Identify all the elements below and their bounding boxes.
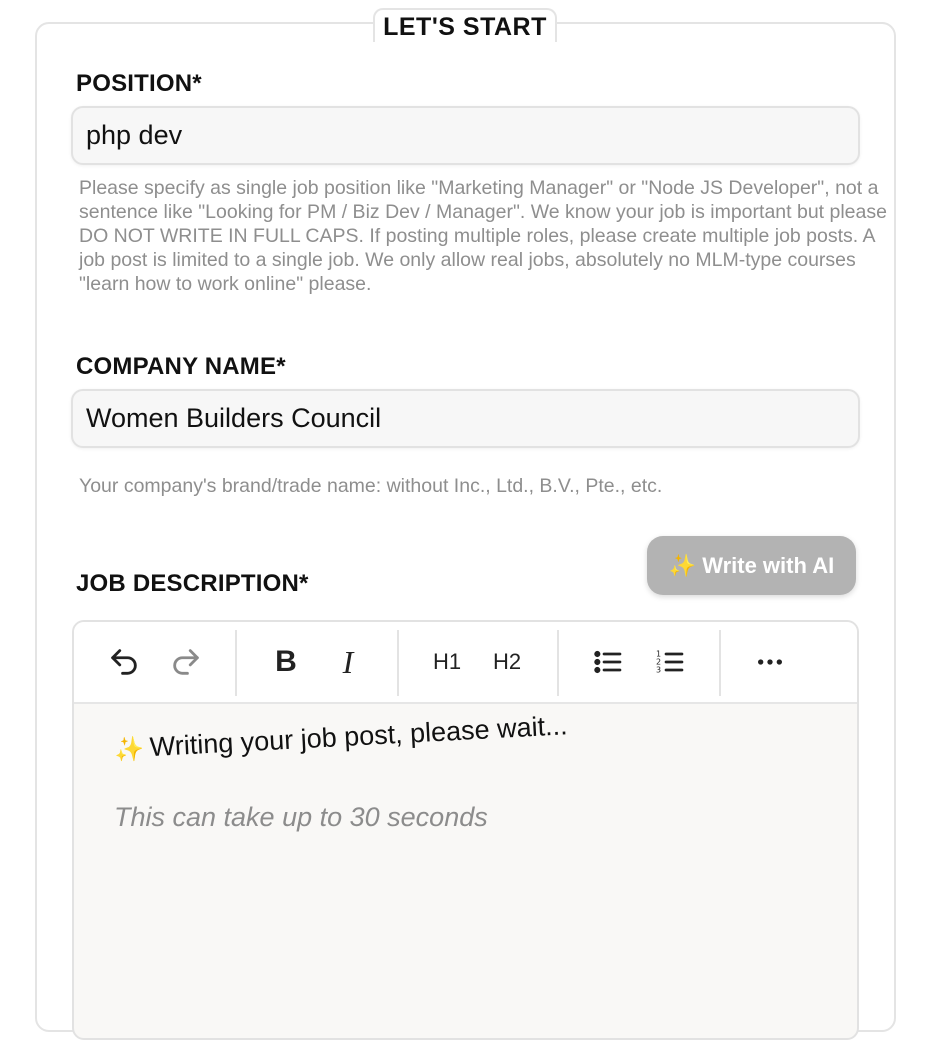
toolbar-divider	[397, 630, 399, 696]
company-name-label: COMPANY NAME*	[76, 353, 286, 380]
write-with-ai-button[interactable]	[647, 536, 856, 595]
wait-hint-text: This can take up to 30 seconds	[114, 802, 488, 832]
ordered-list-icon	[654, 646, 686, 678]
svg-text:3: 3	[656, 665, 662, 675]
svg-text:1: 1	[656, 649, 662, 659]
write-with-ai-label: Write with AI	[702, 552, 835, 578]
writing-status-text: Writing your job post, please wait...	[149, 710, 569, 763]
job-description-label: JOB DESCRIPTION*	[76, 570, 309, 597]
redo-button[interactable]	[164, 638, 208, 686]
toolbar-divider	[235, 630, 237, 696]
company-name-input[interactable]: Women Builders Council	[71, 389, 860, 448]
sparkles-icon: ✨	[113, 735, 145, 764]
ordered-list-button[interactable]	[648, 638, 692, 686]
toolbar-divider	[557, 630, 559, 696]
bullet-list-button[interactable]	[586, 638, 630, 686]
section-title: LET'S START	[373, 8, 557, 42]
heading-1-button[interactable]: H1	[432, 649, 462, 674]
bold-button[interactable]: B	[275, 645, 297, 678]
redo-icon	[169, 645, 203, 679]
undo-button[interactable]	[102, 638, 146, 686]
bullet-list-icon	[592, 646, 624, 678]
undo-icon	[107, 645, 141, 679]
writing-status	[113, 710, 568, 765]
more-options-button[interactable]	[748, 638, 792, 686]
toolbar-divider	[719, 630, 721, 696]
sparkles-icon: ✨	[668, 552, 697, 578]
position-input[interactable]: php dev	[71, 106, 860, 165]
heading-2-button[interactable]: H2	[492, 649, 522, 674]
company-name-help-text: Your company's brand/trade name: without Inc., Ltd., B.V., Pte., etc.	[79, 475, 663, 497]
position-help-text: Please specify as single job position like "Marketing Manager" or "Node JS Developer", not a sentence like "Looking for PM / Biz Dev / Manager". We know your job is important but please DO NOT WRITE IN FULL CAPS. If posting multiple roles, please create multiple job posts. A job post is limited to a single job. We only allow real jobs, absolutely no MLM-type courses "learn how to work online" please.	[79, 177, 887, 295]
italic-button[interactable]: I	[342, 643, 354, 680]
editor-toolbar	[74, 622, 857, 704]
svg-text:2: 2	[656, 657, 662, 667]
job-description-editor[interactable]	[72, 620, 859, 1040]
more-icon	[754, 646, 786, 678]
position-label: POSITION*	[76, 70, 202, 97]
